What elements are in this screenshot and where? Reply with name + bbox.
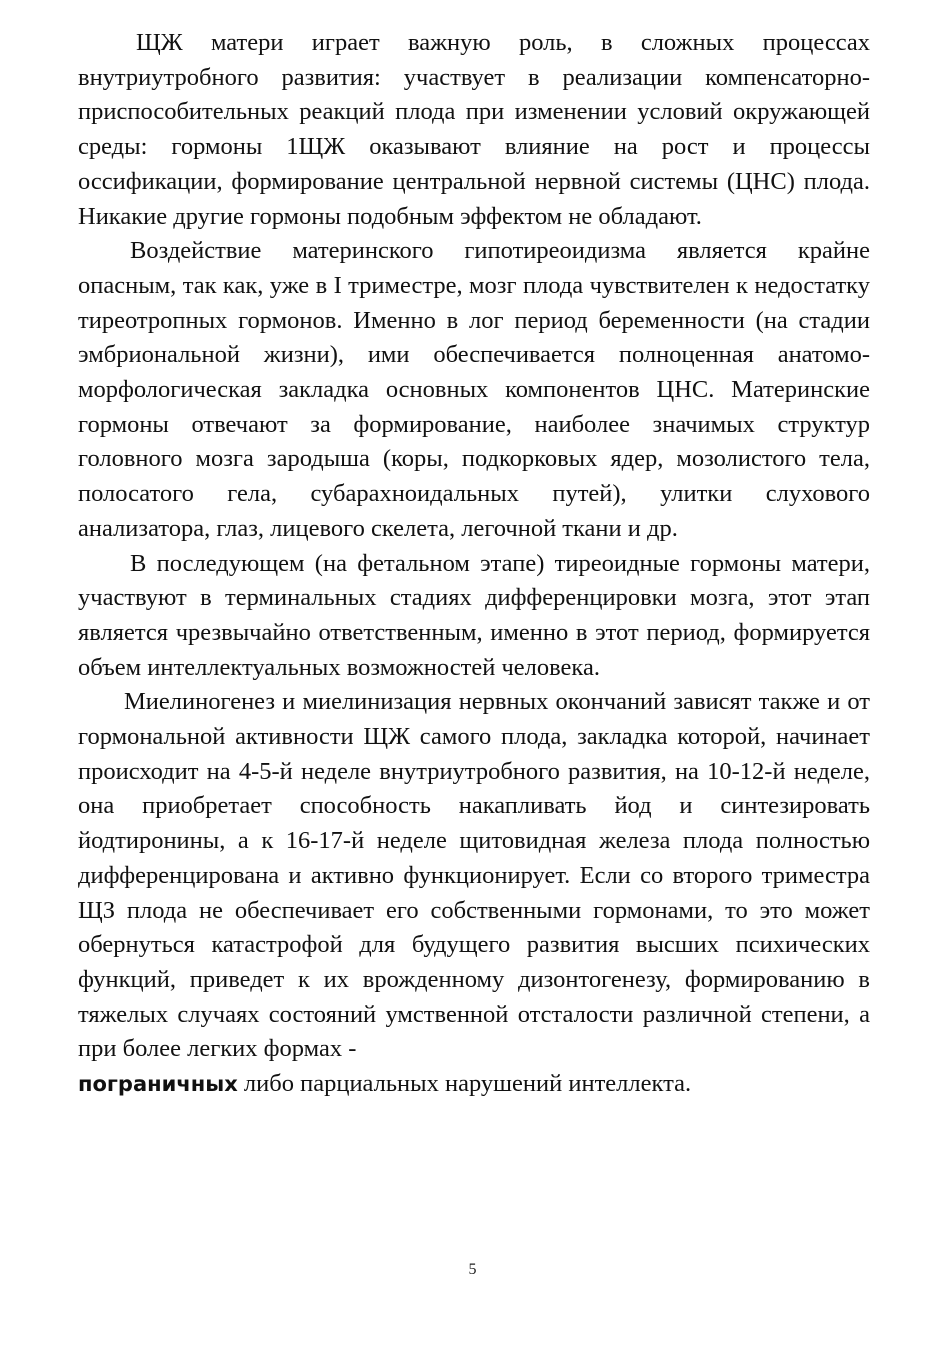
body-text bbox=[78, 26, 870, 1102]
bold-term-borderline: пограничных bbox=[78, 1072, 238, 1097]
paragraph-myelinogenesis-text: Миелиногенез и миелинизация нервных окончаний зависят также и от гормональной активности ЩЖ самого плода, закладка которой, начинает происходит на 4-5-й неделе внутриутробного развития, на 10-12-й неделе, она приобретает способность накапливать йод и синтезировать йодтиронины, а к 16-17-й неделе щитовидная железа плода полностью дифференцирована и активно функционирует. Если со второго триместра ЩЗ плода не обеспечивает его собственными гормонами, то это может обернуться катастрофой для будущего развития высших психических функций, приведет к их врожденному дизонтогенезу, формированию в тяжелых случаях состояний умственной отсталости различной степени, а при более легких формах - bbox=[78, 688, 870, 1063]
paragraph-myelinogenesis bbox=[78, 685, 870, 1101]
paragraph-fetal-stage: В последующем (на фетальном этапе) тиреоидные гормоны матери, участвуют в терминальных стадиях дифференцировки мозга, этот этап является чрезвычайно ответственным, именно в этот период, формируется объем интеллектуальных возможностей человека. bbox=[78, 549, 870, 681]
paragraph-maternal-hypothyroidism: Воздействие материнского гипотиреоидизма является крайне опасным, так как, уже в I триместре, мозг плода чувствителен к недостатку тиреотропных гормонов. Именно в лог период беременности (на стадии эмбриональной жизни), ими обеспечивается полноценная анатомо-морфологическая закладка основных компонентов ЦНС. Материнские гормоны отвечают за формирование, наиболее значимых структур головного мозга зародыша (коры, подкорковых ядер, мозолистого тела, полосатого гела, субарахноидальных путей), улитки слухового анализатора, глаз, лицевого скелета, легочной ткани и др. bbox=[78, 237, 870, 542]
paragraph-myelinogenesis-tail: либо парциальных нарушений интеллекта. bbox=[237, 1070, 692, 1098]
paragraph-thyroid-role: ЩЖ матери играет важную роль, в сложных процессах внутриутробного развития: участвует в реализации компенсаторно-приспособительных реакций плода при изменении условий окружающей среды: гормоны 1ЩЖ оказывают влияние на рост и процессы оссификации, формирование центральной нервной системы (ЦНС) плода. Никакие другие гормоны подобным эффектом не обладают. bbox=[78, 29, 870, 230]
page-number: 5 bbox=[468, 1261, 477, 1278]
